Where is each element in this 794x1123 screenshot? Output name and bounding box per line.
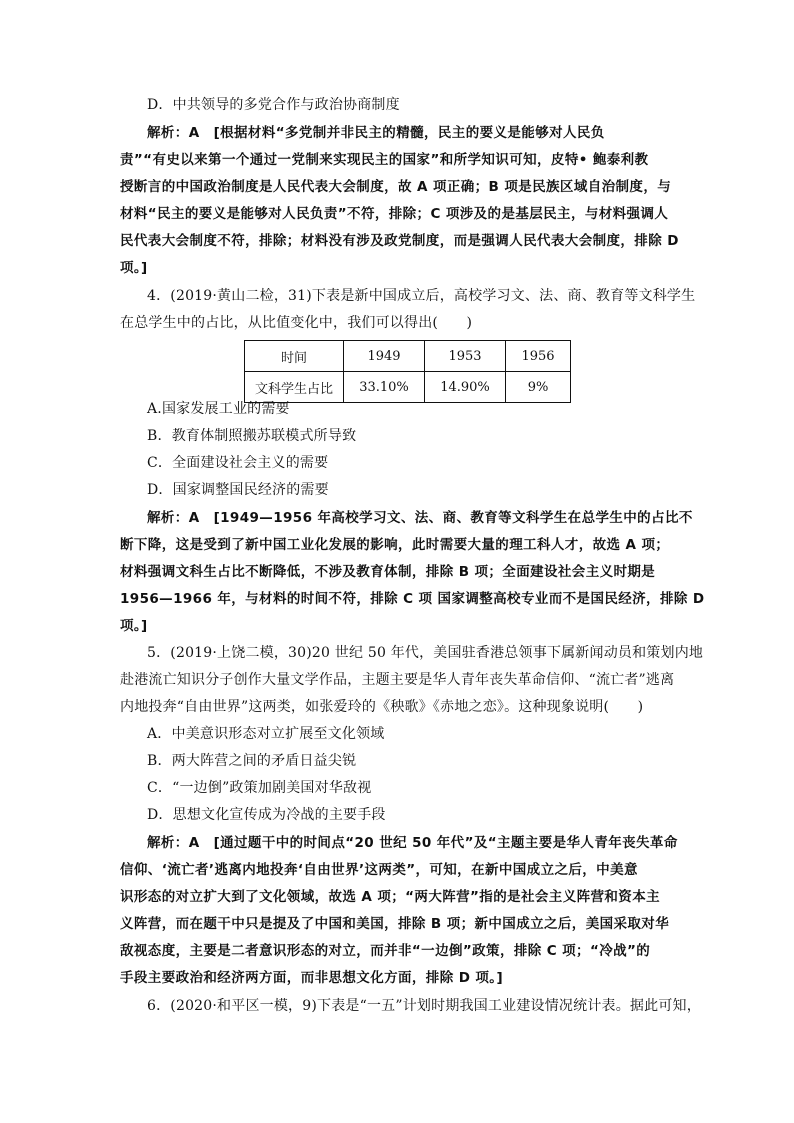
question-4-stem-line-1: 4．(2019·黄山二检，31)下表是新中国成立后，高校学习文、法、商、教育等文科学生 bbox=[147, 288, 696, 304]
table-row bbox=[245, 372, 571, 403]
table-cell: 时间 bbox=[245, 341, 344, 372]
table-cell: 文科学生占比 bbox=[245, 372, 344, 403]
option-d-q3: D．中共领导的多党合作与政治协商制度 bbox=[147, 97, 400, 113]
analysis-q5-line-4: 义阵营，而在题干中只是提及了中国和美国，排除 B 项；新中国成立之后，美国采取对华 bbox=[120, 916, 670, 932]
analysis-q3-line-6: 项。] bbox=[120, 260, 148, 276]
analysis-q3-line-2: 责”“有史以来第一个通过一党制来实现民主的国家”和所学知识可知，皮特• 鲍泰利教 bbox=[120, 152, 649, 168]
analysis-q3-line-1: 解析：A [根据材料“多党制并非民主的精髓，民主的要义是能够对人民负 bbox=[147, 125, 605, 141]
analysis-q3-line-5: 民代表大会制度不符，排除；材料没有涉及政党制度，而是强调人民代表大会制度，排除 D bbox=[120, 233, 679, 249]
table-cell: 14.90% bbox=[425, 372, 506, 403]
analysis-q5-line-3: 识形态的对立扩大到了文化领域，故选 A 项；“两大阵营”指的是社会主义阵营和资本主 bbox=[120, 889, 660, 905]
option-a-q4: A.国家发展工业的需要 bbox=[147, 401, 290, 417]
question-4-stem-line-2: 在总学生中的占比，从比值变化中，我们可以得出( ) bbox=[120, 315, 473, 331]
question-5-stem-line-2: 赴港流亡知识分子创作大量文学作品，主题主要是华人青年丧失革命信仰、“流亡者”逃离 bbox=[120, 672, 675, 688]
question-6-stem-line-1: 6．(2020·和平区一模，9)下表是“一五”计划时期我国工业建设情况统计表。据此可知， bbox=[147, 998, 701, 1014]
answer-label-q4: 解析：A bbox=[147, 510, 200, 526]
answer-label-q5: 解析：A bbox=[147, 835, 200, 851]
analysis-q5-line-2: 信仰、‘流亡者’逃离内地投奔‘自由世界’这两类”，可知，在新中国成立之后，中美意 bbox=[120, 862, 638, 878]
student-ratio-table bbox=[244, 340, 571, 403]
option-a-q5: A．中美意识形态对立扩展至文化领域 bbox=[147, 726, 385, 742]
table-cell: 1953 bbox=[425, 341, 506, 372]
analysis-q4-line-5: 项。] bbox=[120, 618, 148, 634]
analysis-q4-line-4: 1956—1966 年，与材料的时间不符，排除 C 项 国家调整高校专业而不是国民经济，排除 D bbox=[120, 591, 705, 607]
analysis-q5-line-6: 手段主要政治和经济两方面，而非思想文化方面，排除 D 项。] bbox=[120, 970, 504, 986]
table-cell: 1956 bbox=[506, 341, 571, 372]
analysis-q5-line-5: 敌视态度，主要是二者意识形态的对立，而并非“一边倒”政策，排除 C 项；“冷战”的 bbox=[120, 943, 651, 959]
analysis-q3-line-3: 授断言的中国政治制度是人民代表大会制度，故 A 项正确；B 项是民族区域自治制度，与 bbox=[120, 179, 672, 195]
option-d-q5: D．思想文化宣传成为冷战的主要手段 bbox=[147, 807, 386, 823]
analysis-q5-line-1: 解析：A [通过题干中的时间点“20 世纪 50 年代”及“主题主要是华人青年丧失革命 bbox=[147, 835, 678, 851]
analysis-q4-line-2: 断下降，这是受到了新中国工业化发展的影响，此时需要大量的理工科人才，故选 A 项； bbox=[120, 537, 670, 553]
table-cell: 33.10% bbox=[344, 372, 425, 403]
question-5-stem-line-1: 5．(2019·上饶二模，30)20 世纪 50 年代，美国驻香港总领事下属新闻动员和策划内地 bbox=[147, 645, 704, 661]
analysis-q4-line-1: 解析：A [1949—1956 年高校学习文、法、商、教育等文科学生在总学生中的占比不 bbox=[147, 510, 693, 526]
option-d-q4: D．国家调整国民经济的需要 bbox=[147, 482, 329, 498]
option-b-q5: B．两大阵营之间的矛盾日益尖锐 bbox=[147, 753, 357, 769]
table-cell: 1949 bbox=[344, 341, 425, 372]
analysis-q3-line-4: 材料“民主的要义是能够对人民负责”不符，排除；C 项涉及的是基层民主，与材料强调人 bbox=[120, 206, 669, 222]
table-cell: 9% bbox=[506, 372, 571, 403]
analysis-q4-line-3: 材料强调文科生占比不断降低，不涉及教育体制，排除 B 项；全面建设社会主义时期是 bbox=[120, 564, 656, 580]
answer-label-q3: 解析：A bbox=[147, 125, 200, 141]
option-c-q4: C．全面建设社会主义的需要 bbox=[147, 455, 329, 471]
option-c-q5: C．“一边倒”政策加剧美国对华敌视 bbox=[147, 780, 372, 796]
question-5-stem-line-3: 内地投奔“自由世界”这两类，如张爱玲的《秧歌》《赤地之恋》。这种现象说明( ) bbox=[120, 699, 644, 715]
option-b-q4: B．教育体制照搬苏联模式所导致 bbox=[147, 428, 357, 444]
table-row bbox=[245, 341, 571, 372]
